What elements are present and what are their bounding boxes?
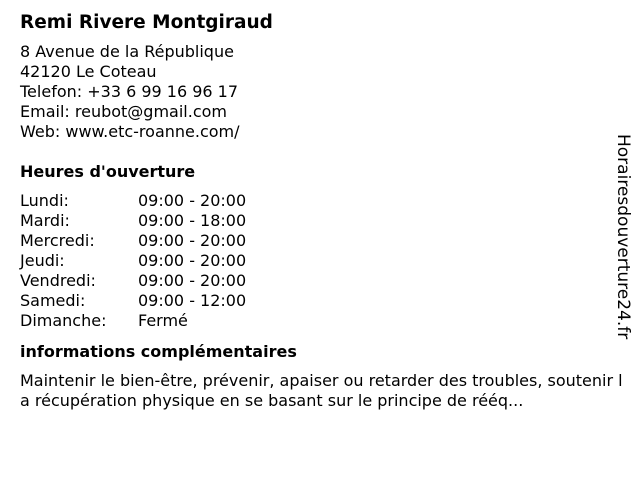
time-value: 09:00 - 20:00	[138, 191, 247, 210]
time-value: 09:00 - 20:00	[138, 271, 247, 290]
email-address: Email: reubot@gmail.com	[20, 102, 227, 121]
hours-row-wednesday	[20, 231, 630, 251]
contact-block	[20, 42, 630, 142]
time-value: 09:00 - 20:00	[138, 251, 247, 270]
day-label: Mercredi:	[20, 231, 95, 250]
day-label: Mardi:	[20, 211, 70, 230]
time-value: 09:00 - 20:00	[138, 231, 247, 250]
business-name: Remi Rivere Montgiraud	[20, 12, 273, 33]
hours-row-friday	[20, 271, 630, 291]
time-value: 09:00 - 12:00	[138, 291, 247, 310]
additional-info-heading: informations complémentaires	[20, 342, 297, 361]
business-details	[20, 10, 630, 411]
hours-row-tuesday	[20, 211, 630, 231]
day-label: Dimanche:	[20, 311, 107, 330]
hours-row-saturday	[20, 291, 630, 311]
additional-info-text: Maintenir le bien-être, prévenir, apaiser ou retarder des troubles, soutenir la récupération physique en se basant sur le principe de rééq...	[20, 371, 623, 410]
opening-hours-table	[20, 191, 630, 331]
website-address: Web: www.etc-roanne.com/	[20, 122, 240, 141]
address-line-2: 42120 Le Coteau	[20, 62, 157, 81]
opening-hours-heading: Heures d'ouverture	[20, 162, 196, 181]
address-line-1: 8 Avenue de la République	[20, 42, 234, 61]
hours-row-sunday	[20, 311, 630, 331]
day-label: Samedi:	[20, 291, 86, 310]
time-value: 09:00 - 18:00	[138, 211, 247, 230]
day-label: Vendredi:	[20, 271, 96, 290]
site-brand-watermark: Horairesdouverture24.fr	[613, 134, 633, 340]
hours-row-monday	[20, 191, 630, 211]
hours-row-thursday	[20, 251, 630, 271]
phone-number: Telefon: +33 6 99 16 96 17	[20, 82, 239, 101]
time-value: Fermé	[138, 311, 188, 330]
day-label: Jeudi:	[20, 251, 65, 270]
day-label: Lundi:	[20, 191, 69, 210]
